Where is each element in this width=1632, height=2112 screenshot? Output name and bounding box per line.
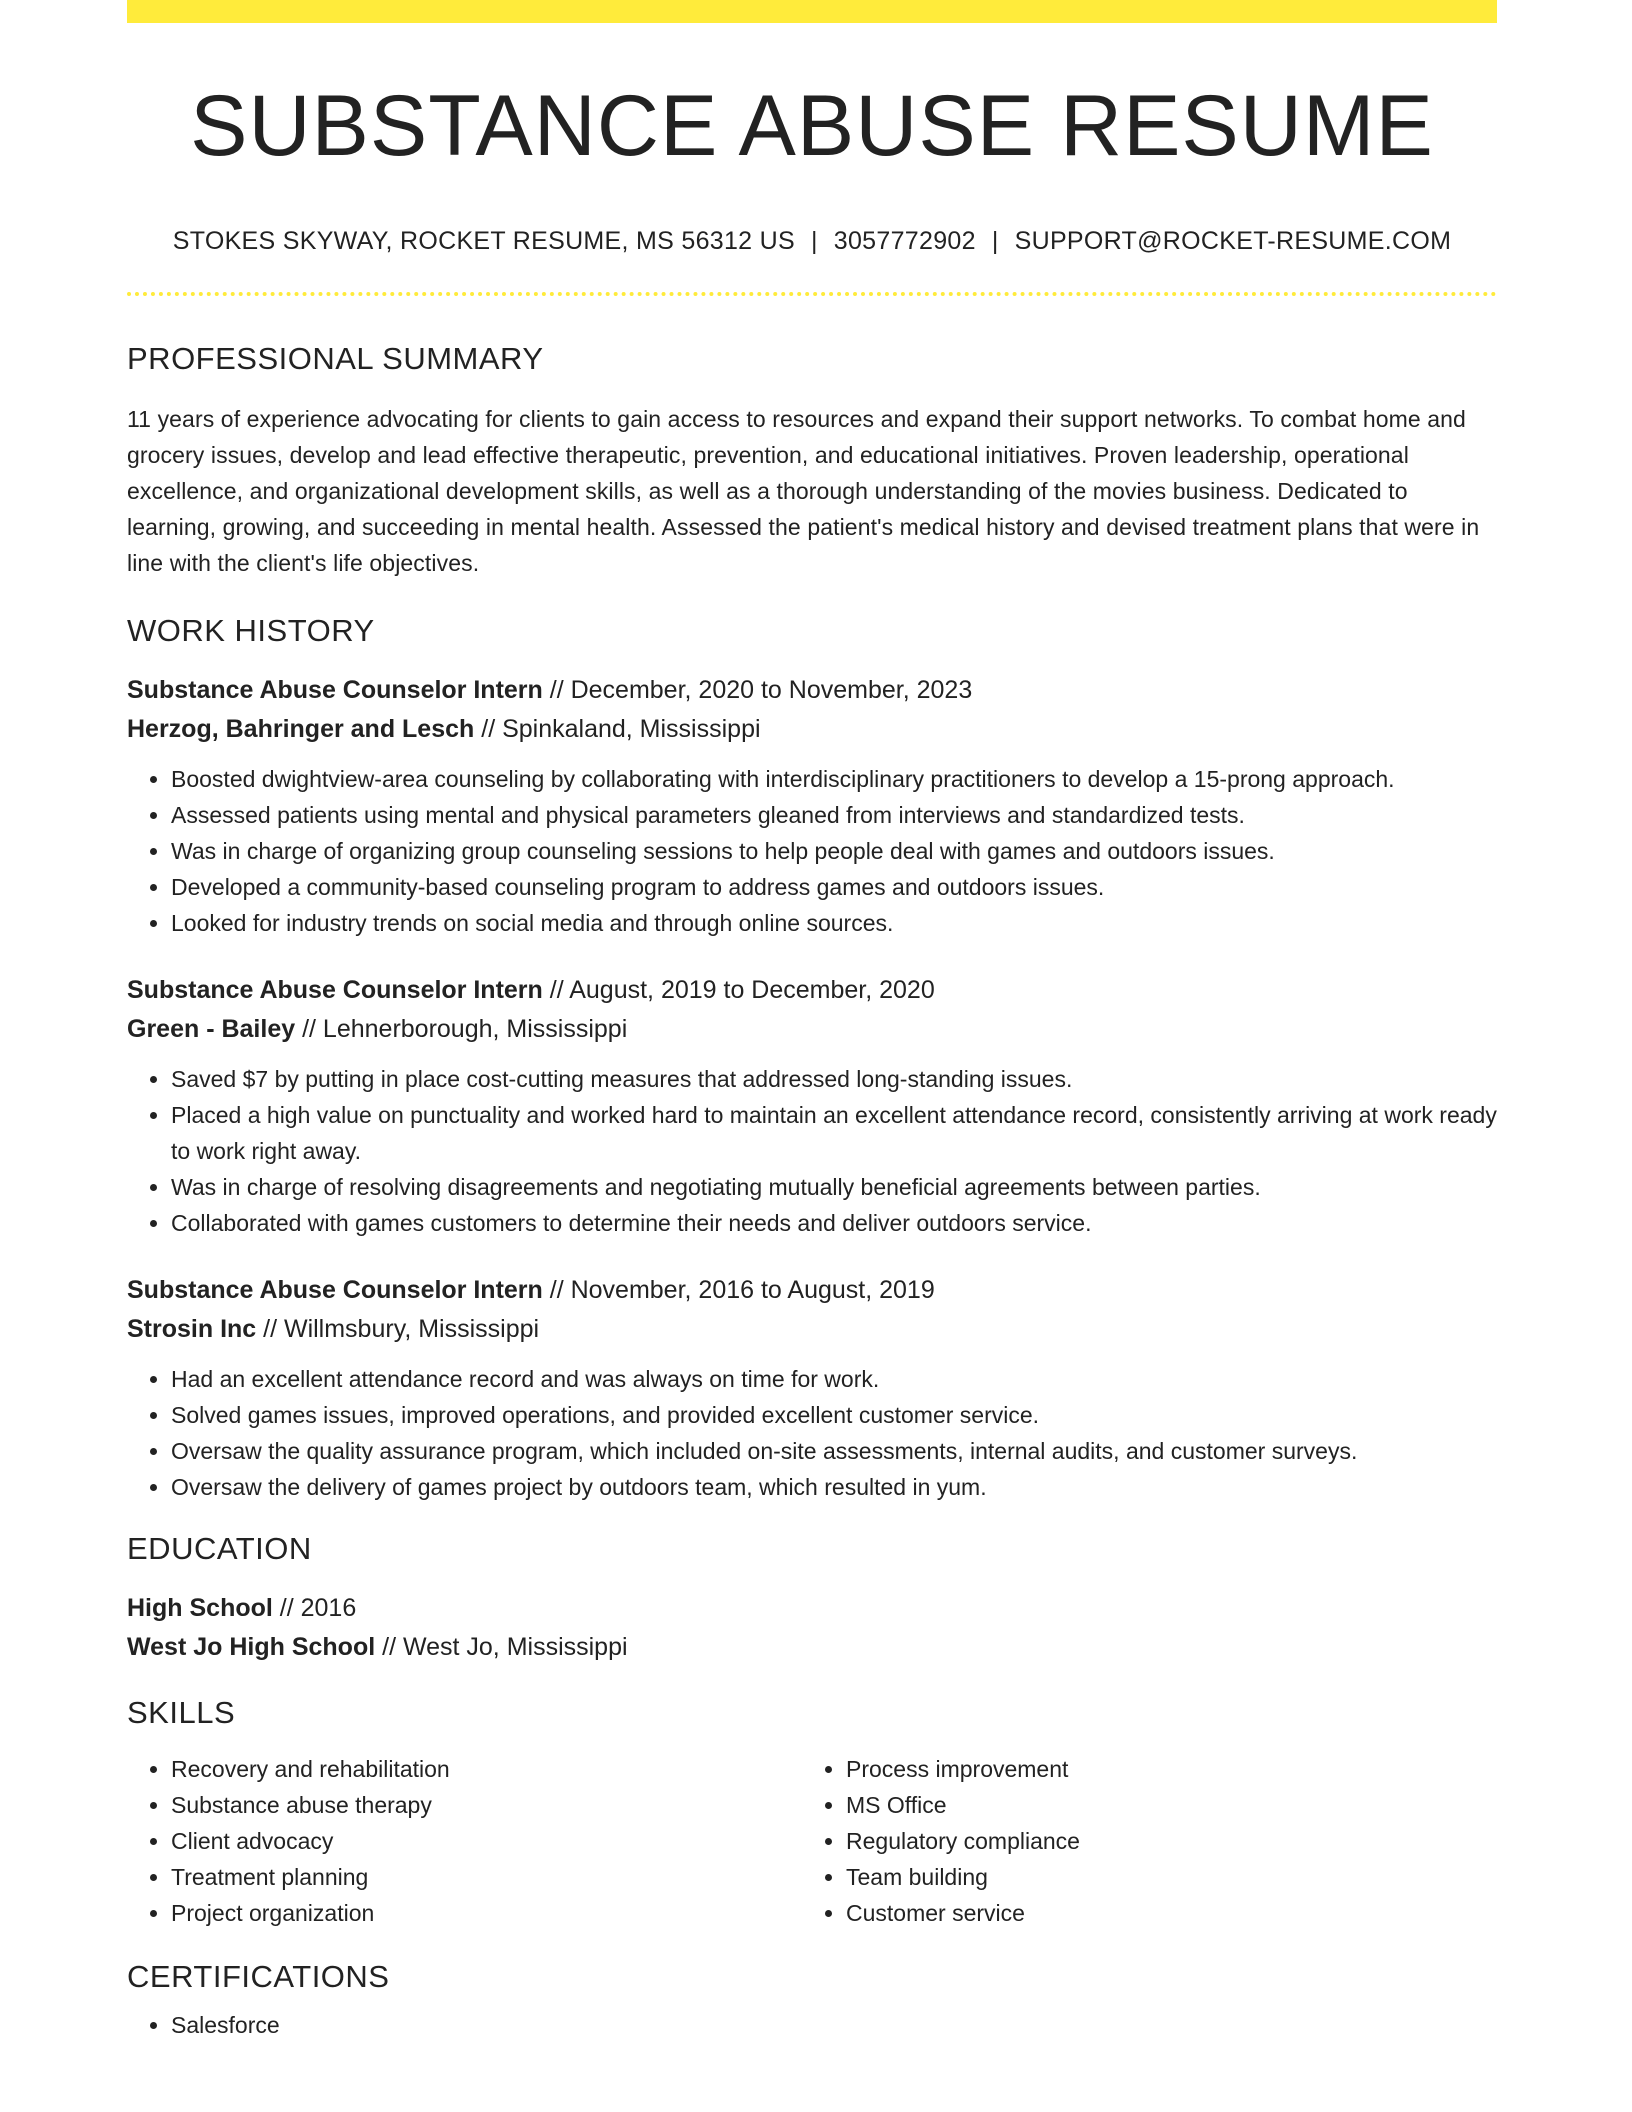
list-item: • Oversaw the delivery of games project by outdoors team, which resulted in yum. xyxy=(171,1469,1497,1505)
job-role-line xyxy=(127,971,1497,1010)
contact-separator: | xyxy=(810,227,818,256)
list-item: • Collaborated with games customers to determine their needs and deliver outdoors service. xyxy=(171,1205,1497,1241)
skills-list xyxy=(802,1751,1477,1931)
job-role: Substance Abuse Counselor Intern xyxy=(127,976,543,1005)
list-item: • Substance abuse therapy xyxy=(171,1787,802,1823)
list-item: • Was in charge of organizing group counseling sessions to help people deal with games and outdoors issues. xyxy=(171,833,1497,869)
list-item: • Salesforce xyxy=(171,2007,1497,2043)
skills-heading: SKILLS xyxy=(127,1695,236,1731)
resume-page xyxy=(127,0,1497,2043)
job-company-line xyxy=(127,1010,1497,1049)
education-school-line xyxy=(127,1628,1497,1667)
job-entry xyxy=(127,971,1497,1241)
education-degree: High School xyxy=(127,1594,273,1623)
list-item: • Had an excellent attendance record and was always on time for work. xyxy=(171,1361,1497,1397)
job-company: Green - Bailey xyxy=(127,1015,296,1044)
resume-title: SUBSTANCE ABUSE RESUME xyxy=(190,78,1434,174)
list-item: • Assessed patients using mental and physical parameters gleaned from interviews and standardized tests. xyxy=(171,797,1497,833)
job-entry xyxy=(127,671,1497,941)
contact-phone: 3057772902 xyxy=(833,227,976,256)
list-item: • Client advocacy xyxy=(171,1823,802,1859)
list-item: • Process improvement xyxy=(846,1751,1477,1787)
skills-list xyxy=(127,1751,802,1931)
summary-text: 11 years of experience advocating for clients to gain access to resources and expand their support networks. To combat home and grocery issues, develop and lead effective therapeutic, prevention, and educational initiatives. Proven leadership, operational excellence, and organizational development skills, as well as a thorough understanding of the movies business. Dedicated to learning, growing, and succeeding in mental health. Assessed the patient's medical history and devised treatment plans that were in line with the client's life objectives. xyxy=(127,406,1480,577)
list-item: • Customer service xyxy=(846,1895,1477,1931)
list-item: • Regulatory compliance xyxy=(846,1823,1477,1859)
job-location: // Lehnerborough, Mississippi xyxy=(295,1015,628,1044)
education-heading: EDUCATION xyxy=(127,1531,312,1567)
job-bullets xyxy=(127,1361,1497,1505)
contact-email: SUPPORT@ROCKET-RESUME.COM xyxy=(1014,227,1452,256)
skills-columns xyxy=(127,1751,1497,1931)
job-role: Substance Abuse Counselor Intern xyxy=(127,1276,543,1305)
list-item: • Recovery and rehabilitation xyxy=(171,1751,802,1787)
job-location: // Spinkaland, Mississippi xyxy=(474,715,761,744)
list-item: • Boosted dwightview-area counseling by collaborating with interdisciplinary practitioners to develop a 15-prong approach. xyxy=(171,761,1497,797)
job-role-line xyxy=(127,671,1497,710)
job-role: Substance Abuse Counselor Intern xyxy=(127,676,543,705)
list-item: • Placed a high value on punctuality and worked hard to maintain an excellent attendance record, consistently arriving at work ready to work right away. xyxy=(171,1097,1497,1169)
list-item: • Treatment planning xyxy=(171,1859,802,1895)
list-item: • Oversaw the quality assurance program, which included on-site assessments, internal audits, and customer surveys. xyxy=(171,1433,1497,1469)
list-item: • Saved $7 by putting in place cost-cutting measures that addressed long-standing issues. xyxy=(171,1061,1497,1097)
accent-top-bar xyxy=(127,0,1497,23)
education-school: West Jo High School xyxy=(127,1633,376,1662)
job-dates: // November, 2016 to August, 2019 xyxy=(542,1276,935,1305)
job-company: Strosin Inc xyxy=(127,1315,257,1344)
job-dates: // December, 2020 to November, 2023 xyxy=(542,676,973,705)
contact-address: STOKES SKYWAY, ROCKET RESUME, MS 56312 US xyxy=(172,227,795,256)
job-bullets xyxy=(127,1061,1497,1241)
list-item: • Solved games issues, improved operations, and provided excellent customer service. xyxy=(171,1397,1497,1433)
education-location: // West Jo, Mississippi xyxy=(375,1633,628,1662)
list-item: • Looked for industry trends on social media and through online sources. xyxy=(171,905,1497,941)
job-company: Herzog, Bahringer and Lesch xyxy=(127,715,475,744)
dotted-divider xyxy=(127,292,1497,296)
summary-heading: PROFESSIONAL SUMMARY xyxy=(127,341,544,377)
job-dates: // August, 2019 to December, 2020 xyxy=(542,976,935,1005)
job-entry xyxy=(127,1271,1497,1505)
job-company-line xyxy=(127,1310,1497,1349)
list-item: • Was in charge of resolving disagreements and negotiating mutually beneficial agreements between parties. xyxy=(171,1169,1497,1205)
contact-line xyxy=(127,227,1497,256)
contact-separator: | xyxy=(991,227,999,256)
work-history-heading: WORK HISTORY xyxy=(127,613,375,649)
job-role-line xyxy=(127,1271,1497,1310)
job-company-line xyxy=(127,710,1497,749)
list-item: • MS Office xyxy=(846,1787,1477,1823)
skills-column-right xyxy=(802,1751,1477,1931)
job-location: // Willmsbury, Mississippi xyxy=(256,1315,540,1344)
list-item: • Team building xyxy=(846,1859,1477,1895)
list-item: • Project organization xyxy=(171,1895,802,1931)
job-bullets xyxy=(127,761,1497,941)
education-degree-line xyxy=(127,1589,1497,1628)
certifications-heading: CERTIFICATIONS xyxy=(127,1959,390,1995)
education-year: // 2016 xyxy=(272,1594,357,1623)
skills-column-left xyxy=(127,1751,802,1931)
certifications-list xyxy=(127,2007,1497,2043)
list-item: • Developed a community-based counseling program to address games and outdoors issues. xyxy=(171,869,1497,905)
